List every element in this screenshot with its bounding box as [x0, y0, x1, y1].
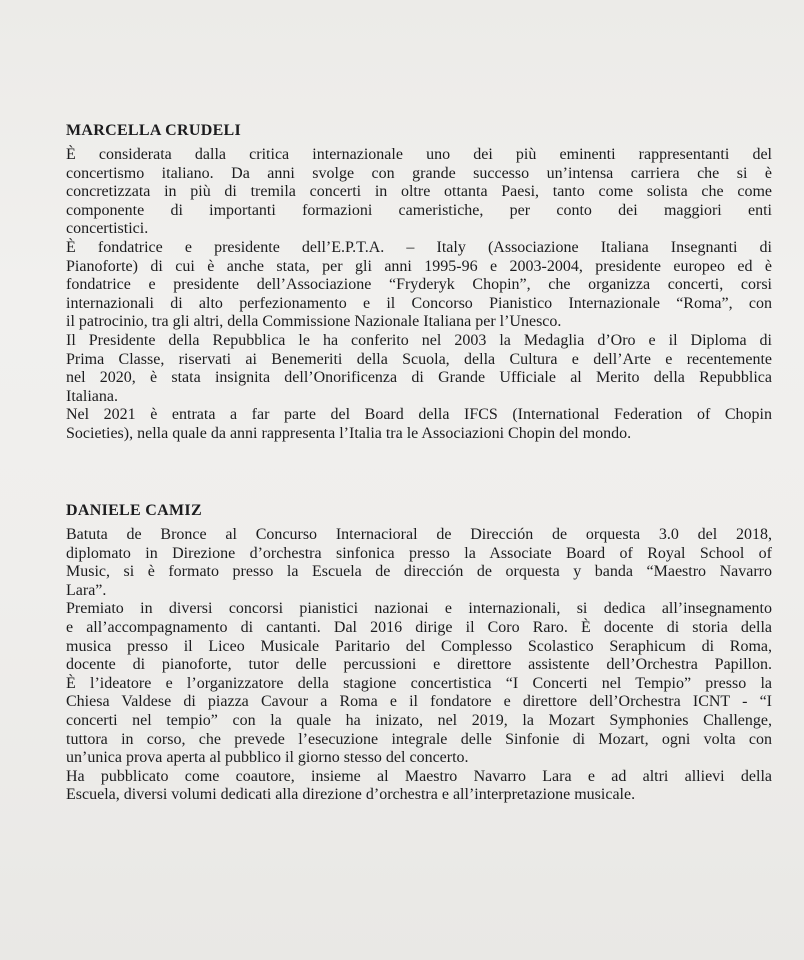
text-line: Lara”.	[66, 581, 107, 599]
text-line: Music, si è formato presso la Escuela de dirección de orquesta y banda “Maestro Navarro	[66, 563, 772, 581]
paragraph	[66, 146, 772, 239]
text-line: Societies), nella quale da anni rappresenta l’Italia tra le Associazioni Chopin del mondo.	[66, 424, 632, 442]
bio-daniele-camiz	[66, 502, 772, 805]
text-line: diplomato in Direzione d’orchestra sinfonica presso la Associate Board of Royal School of	[66, 544, 772, 562]
paragraph	[66, 406, 772, 443]
text-line: nel 2020, è stata insignita dell’Onorificenza di Grande Ufficiale al Merito della Repubblica	[66, 369, 772, 387]
text-line: Premiato in diversi concorsi pianistici nazionai e internazionali, si dedica all’insegnamento	[66, 600, 772, 618]
text-line: Italiana.	[66, 387, 118, 405]
text-line: internazionali di alto perfezionamento e il Concorso Pianistico Internazionale “Roma”, con	[66, 294, 772, 312]
text-line: concerti nel tempio” con la quale ha inizato, nel 2019, la Mozart Symphonies Challenge,	[66, 711, 772, 729]
text-line: Batuta de Bronce al Concurso Internacioral de Dirección de orquesta 3.0 del 2018,	[66, 526, 772, 543]
bio-marcella-crudeli	[66, 122, 772, 444]
paragraph	[66, 332, 772, 406]
text-line: tuttora in corso, che prevede l’esecuzione integrale delle Sinfonie di Mozart, ogni volta con	[66, 730, 772, 748]
text-line: e all’accompagnamento di cantanti. Dal 2016 dirige il Coro Raro. È docente di storia della	[66, 618, 772, 636]
text-line: fondatrice e presidente dell’Associazione “Fryderyk Chopin”, che organizza concerti, corsi	[66, 276, 772, 294]
text-line: Il Presidente della Repubblica le ha conferito nel 2003 la Medaglia d’Oro e il Diploma di	[66, 331, 772, 349]
text-line: componente di importanti formazioni cameristiche, per conto dei maggiori enti	[66, 201, 772, 219]
text-line: Ha pubblicato come coautore, insieme al Maestro Navarro Lara e ad altri allievi della	[66, 767, 772, 785]
text-line: Nel 2021 è entrata a far parte del Board della IFCS (International Federation of Chopin	[66, 406, 772, 424]
text-line: È fondatrice e presidente dell’E.P.T.A. – Italy (Associazione Italiana Insegnanti di	[66, 238, 772, 256]
section-heading: DANIELE CAMIZ	[66, 502, 202, 519]
text-line: Escuela, diversi volumi dedicati alla direzione d’orchestra e all’interpretazione musicale.	[66, 786, 636, 804]
text-line: È considerata dalla critica internazionale uno dei più eminenti rappresentanti del	[66, 146, 772, 163]
text-line: musica presso il Liceo Musicale Paritario del Complesso Scolastico Seraphicum di Roma,	[66, 637, 772, 655]
text-line: concretizzata in più di tremila concerti in oltre ottanta Paesi, tanto come solista che come	[66, 183, 772, 201]
text-line: concertismo italiano. Da anni svolge con grande successo un’intensa carriera che si è	[66, 164, 772, 182]
text-line: Prima Classe, riservati ai Benemeriti della Scuola, della Cultura e dell’Arte e recentemente	[66, 350, 772, 368]
section-heading: MARCELLA CRUDELI	[66, 122, 242, 139]
paragraph	[66, 526, 772, 600]
paragraph	[66, 768, 772, 805]
text-line: il patrocinio, tra gli altri, della Commissione Nazionale Italiana per l’Unesco.	[66, 313, 562, 331]
text-line: È l’ideatore e l’organizzatore della stagione concertistica “I Concerti nel Tempio” presso la	[66, 674, 772, 692]
text-line: concertistici.	[66, 220, 149, 238]
text-line: Chiesa Valdese di piazza Cavour a Roma e il fondatore e direttore dell’Orchestra ICNT - “I	[66, 693, 772, 711]
text-line: Pianoforte) di cui è anche stata, per gli anni 1995-96 e 2003-2004, presidente europeo ed è	[66, 257, 772, 275]
text-line: docente di pianoforte, tutor delle percussioni e direttore assistente dell’Orchestra Papillon.	[66, 656, 772, 674]
paragraph	[66, 600, 772, 767]
text-line: un’unica prova aperta al pubblico il giorno stesso del concerto.	[66, 749, 469, 767]
paragraph	[66, 239, 772, 332]
